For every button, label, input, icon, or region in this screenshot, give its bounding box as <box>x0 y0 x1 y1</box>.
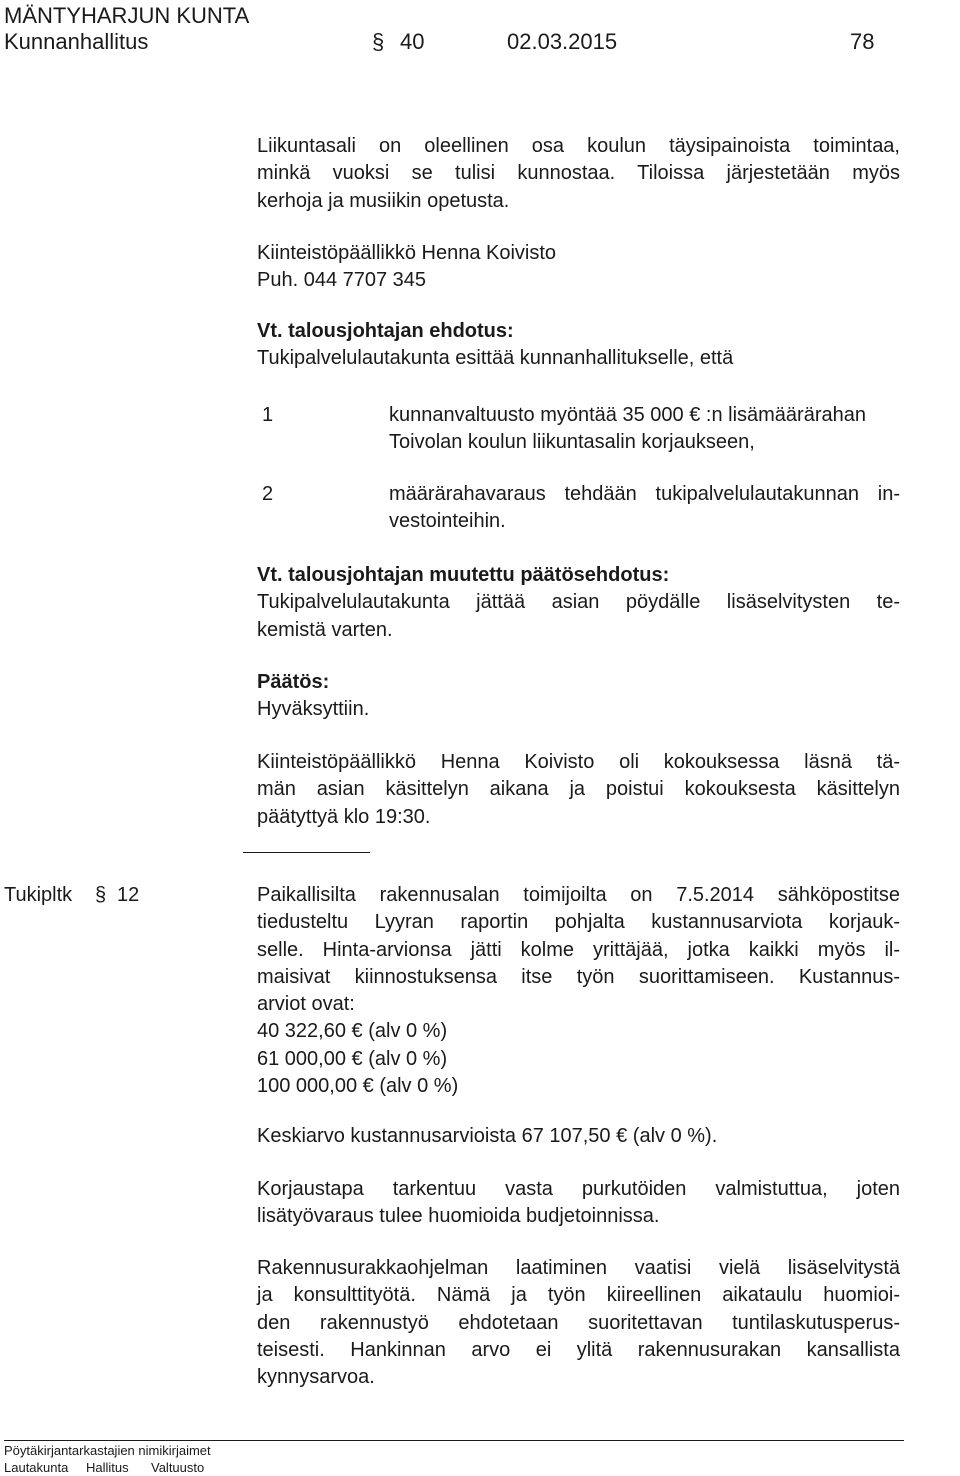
section-separator <box>243 852 370 853</box>
text-line: kunnanvaltuusto myöntää 35 000 € :n lisämäärärahan <box>389 404 866 426</box>
cost-estimate: 61 000,00 € (alv 0 %) <box>257 1047 448 1070</box>
section2-symbol: § <box>95 884 107 906</box>
contact-name: Kiinteistöpäällikkö Henna Koivisto <box>257 242 557 264</box>
cost-estimate: 40 322,60 € (alv 0 %) <box>257 1020 448 1043</box>
text-line: Korjaustapa tarkentuu vasta purkutöiden valmistuttua, joten <box>257 1178 900 1200</box>
proposal-item <box>389 402 959 457</box>
text-line: Tukipalvelulautakunta jättää asian pöydälle lisäselvitysten te- <box>257 591 900 614</box>
text-line: Kiinteistöpäällikkö Henna Koivisto oli kokouksessa läsnä tä- <box>257 751 900 773</box>
proposal-heading: Vt. talousjohtajan ehdotus: <box>257 320 514 342</box>
contact-phone: Puh. 044 7707 345 <box>257 269 427 292</box>
text-line: Rakennusurakkaohjelman laatiminen vaatisi vielä lisäselvitystä <box>257 1257 900 1279</box>
text-line: Liikuntasali on oleellinen osa koulun täysipainoista toimintaa, <box>257 135 900 157</box>
average-estimate <box>257 1123 900 1150</box>
text-line: määrärahavaraus tehdään tukipalvelulautakunnan in- <box>389 483 900 505</box>
text-line: teisesti. Hankinnan arvo ei ylitä rakennusurakan kansallista <box>257 1338 900 1361</box>
text-line: Paikallisilta rakennusalan toimijoilta on 7.5.2014 sähköpostitse <box>257 884 900 906</box>
text-line: arviot ovat: <box>257 993 355 1016</box>
decision-text: Hyväksyttiin. <box>257 698 370 721</box>
text-line: kerhoja ja musiikin opetusta. <box>257 189 510 212</box>
footer-rule <box>4 1440 904 1441</box>
proposal-block <box>257 318 900 373</box>
proposal-text: Tukipalvelulautakunta esittää kunnanhallitukselle, että <box>257 347 734 370</box>
text-line: vestointeihin. <box>389 510 506 533</box>
meeting-date: 02.03.2015 <box>507 29 618 54</box>
governing-body: Kunnanhallitus <box>4 29 149 54</box>
municipality-name: MÄNTYHARJUN KUNTA <box>4 3 250 28</box>
text-line: päätyttyä klo 19:30. <box>257 805 431 828</box>
proposal-item <box>389 481 900 536</box>
decision-block <box>257 669 900 724</box>
text-line: kemistä varten. <box>257 618 393 641</box>
text-line: män asian käsittelyn aikana ja poistui kokouksesta käsittelyn <box>257 778 900 801</box>
amended-proposal-block <box>257 562 900 644</box>
contact-block <box>257 240 900 295</box>
footer-column-lautakunta: Lautakunta <box>4 1460 69 1475</box>
text-line: selle. Hinta-arvionsa jätti kolme yrittäjää, jotka kaikki myös il- <box>257 938 900 961</box>
intro-paragraph <box>257 133 900 215</box>
footer-column-valtuusto: Valtuusto <box>151 1460 205 1475</box>
section-number: 40 <box>400 29 425 54</box>
attendance-paragraph <box>257 749 900 831</box>
item-number: 2 <box>262 483 274 505</box>
page-number: 78 <box>850 29 875 54</box>
text-line: tiedusteltu Lyyran raportin pohjalta kustannusarviota korjauk- <box>257 911 900 934</box>
item-number: 1 <box>262 404 274 426</box>
text-line: ja konsulttityötä. Nämä ja työn kiireellinen aikataulu huomioi- <box>257 1284 900 1307</box>
amended-proposal-heading: Vt. talousjohtajan muutettu päätösehdotus: <box>257 564 670 586</box>
section2-paragraph <box>257 882 900 1100</box>
footer-title: Pöytäkirjantarkastajien nimikirjaimet <box>4 1443 211 1458</box>
section2-label: Tukipltk <box>4 884 73 906</box>
section-symbol: § <box>372 29 385 54</box>
text-line: Toivolan koulun liikuntasalin korjaukseen, <box>389 431 755 454</box>
decision-heading: Päätös: <box>257 671 330 693</box>
text-line: lisätyövaraus tulee huomioida budjetoinnissa. <box>257 1205 660 1228</box>
text-line: maisivat kiinnostuksensa itse työn suorittamiseen. Kustannus- <box>257 965 900 988</box>
text-line: minkä vuoksi se tulisi kunnostaa. Tiloissa järjestetään myös <box>257 162 900 185</box>
text-line: Keskiarvo kustannusarvioista 67 107,50 € (alv 0 %). <box>257 1125 718 1147</box>
section2-number: 12 <box>117 884 140 906</box>
program-paragraph <box>257 1255 900 1391</box>
repair-paragraph <box>257 1176 900 1231</box>
text-line: den rakennustyö ehdotetaan suoritettavan tuntilaskutusperus- <box>257 1311 900 1334</box>
text-line: kynnysarvoa. <box>257 1366 375 1389</box>
cost-estimate: 100 000,00 € (alv 0 %) <box>257 1075 459 1098</box>
footer-column-hallitus: Hallitus <box>86 1460 129 1475</box>
